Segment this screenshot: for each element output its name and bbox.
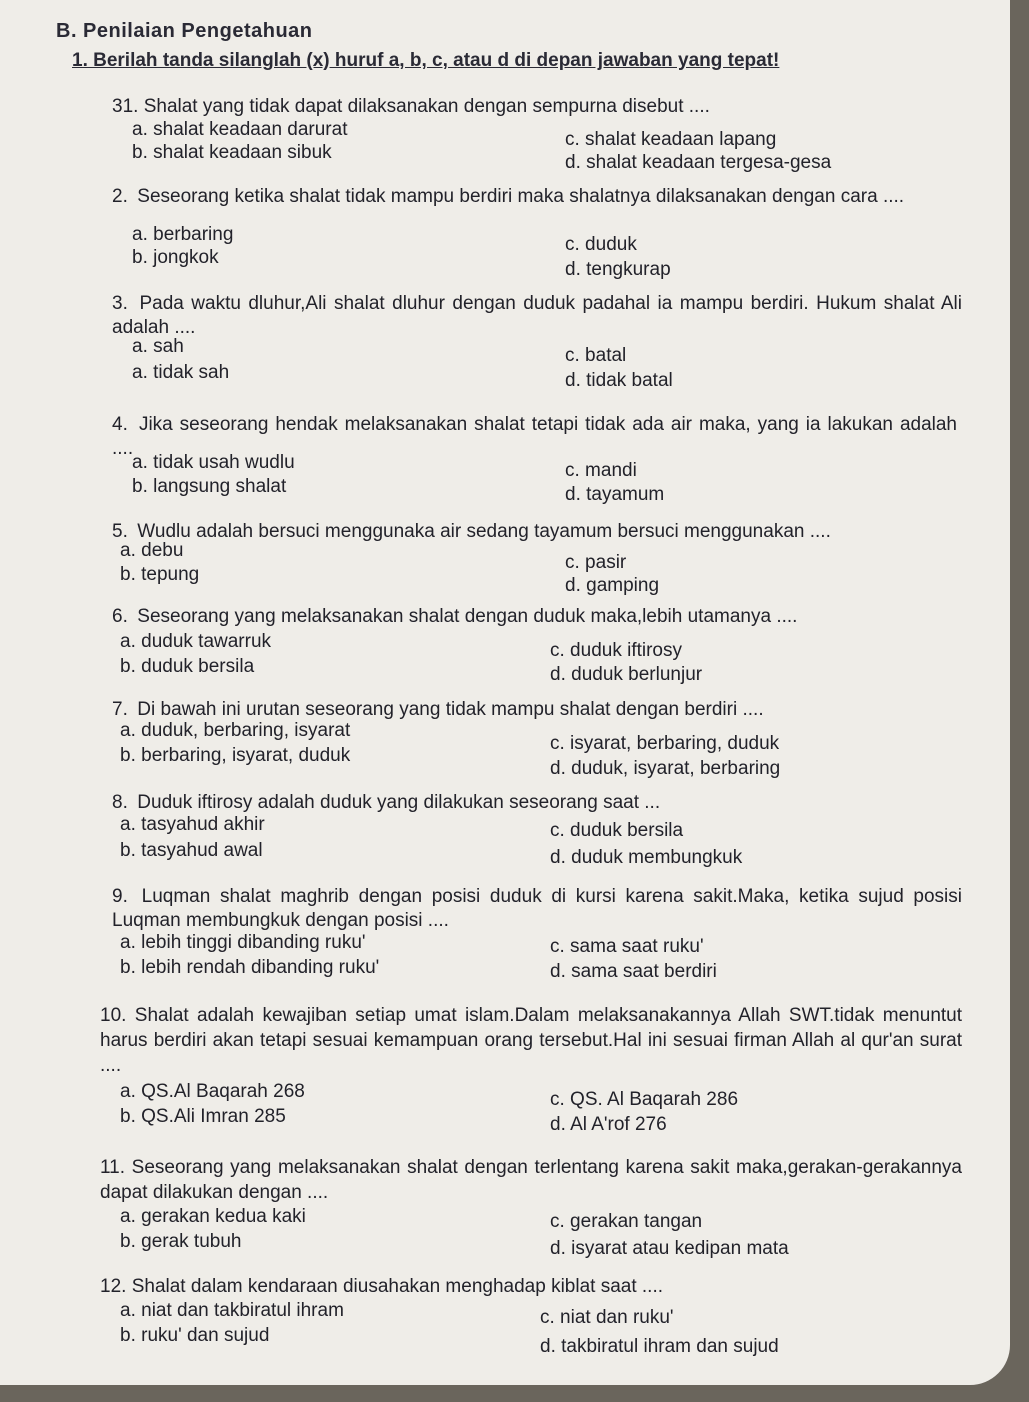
question-8-option-a[interactable]: a. tasyahud akhir [120, 814, 265, 835]
question-body: Wudlu adalah bersuci menggunaka air sedang tayamum bersuci menggunakan .... [137, 521, 831, 542]
question-1-option-b[interactable]: b. shalat keadaan sibuk [132, 142, 332, 163]
question-10-option-b[interactable]: b. QS.Ali Imran 285 [120, 1106, 286, 1127]
question-body: Seseorang ketika shalat tidak mampu berdiri maka shalatnya dilaksanakan dengan cara .... [137, 186, 905, 207]
question-3-text [112, 292, 962, 340]
question-3-option-d[interactable]: d. tidak batal [565, 370, 673, 391]
question-5-option-b[interactable]: b. tepung [120, 564, 200, 585]
question-7-text [112, 698, 972, 722]
question-11-option-c[interactable]: c. gerakan tangan [550, 1211, 703, 1232]
question-number: 6. [112, 606, 128, 627]
question-1-option-d[interactable]: d. shalat keadaan tergesa-gesa [565, 152, 832, 173]
question-body: Shalat adalah kewajiban setiap umat islam.Dalam melaksanakannya Allah SWT.tidak menuntut harus berdiri akan tetapi sesuai kemampuan orang tersebut.Hal ini sesuai firman Allah al qur'an surat .... [100, 1005, 963, 1076]
question-2-option-b[interactable]: b. jongkok [132, 247, 219, 268]
question-10-option-a[interactable]: a. QS.Al Baqarah 268 [120, 1081, 305, 1102]
question-9-option-c[interactable]: c. sama saat ruku' [550, 936, 704, 957]
question-10-option-d[interactable]: d. Al A'rof 276 [550, 1114, 667, 1135]
question-6-option-b[interactable]: b. duduk bersila [120, 656, 255, 677]
question-6-option-c[interactable]: c. duduk iftirosy [550, 640, 682, 661]
question-12-text [100, 1275, 980, 1299]
question-6-text [112, 605, 962, 629]
question-number: 7. [112, 699, 128, 720]
question-8-option-b[interactable]: b. tasyahud awal [120, 840, 263, 861]
question-7-option-c[interactable]: c. isyarat, berbaring, duduk [550, 733, 780, 754]
question-10-option-c[interactable]: c. QS. Al Baqarah 286 [550, 1089, 739, 1110]
question-9-option-d[interactable]: d. sama saat berdiri [550, 961, 717, 982]
question-9-option-b[interactable]: b. lebih rendah dibanding ruku' [120, 957, 380, 978]
question-8-option-c[interactable]: c. duduk bersila [550, 820, 684, 841]
question-body: Di bawah ini urutan seseorang yang tidak mampu shalat dengan berdiri .... [137, 699, 764, 720]
question-number: 31. [112, 96, 139, 117]
question-9-text [112, 885, 962, 933]
question-number: 8. [112, 792, 128, 813]
question-number: 3. [112, 293, 128, 314]
question-7-option-a[interactable]: a. duduk, berbaring, isyarat [120, 720, 351, 741]
question-body: Seseorang yang melaksanakan shalat dengan duduk maka,lebih utamanya .... [137, 606, 798, 627]
question-4-option-c[interactable]: c. mandi [565, 460, 637, 481]
question-2-option-d[interactable]: d. tengkurap [565, 259, 671, 280]
question-4-option-a[interactable]: a. tidak usah wudlu [132, 452, 295, 473]
question-3-option-c[interactable]: c. batal [565, 345, 627, 366]
question-number: 9. [112, 886, 128, 907]
question-number: 4. [112, 414, 128, 435]
question-number: 5. [112, 521, 128, 542]
question-11-option-d[interactable]: d. isyarat atau kedipan mata [550, 1238, 789, 1259]
question-5-option-a[interactable]: a. debu [120, 540, 184, 561]
question-7-option-b[interactable]: b. berbaring, isyarat, duduk [120, 745, 351, 766]
section-title: B. Penilaian Pengetahuan [56, 20, 313, 42]
question-9-option-a[interactable]: a. lebih tinggi dibanding ruku' [120, 932, 366, 953]
question-2-text [112, 185, 957, 209]
question-1-option-c[interactable]: c. shalat keadaan lapang [565, 129, 777, 150]
question-6-option-d[interactable]: d. duduk berlunjur [550, 664, 703, 685]
question-body: Seseorang yang melaksanakan shalat dengan terlentang karena sakit maka,gerakan-gerakannya dapat dilakukan dengan .... [100, 1157, 962, 1203]
question-body: Luqman shalat maghrib dengan posisi duduk di kursi karena sakit.Maka, ketika sujud posisi Luqman membungkuk dengan posisi .... [112, 886, 962, 931]
question-11-text [100, 1155, 962, 1205]
question-number: 2. [112, 186, 128, 207]
question-5-text [112, 520, 972, 544]
question-8-option-d[interactable]: d. duduk membungkuk [550, 847, 743, 868]
question-3-option-a[interactable]: a. sah [132, 336, 184, 357]
question-3-option-b[interactable]: a. tidak sah [132, 362, 230, 383]
question-1-text [112, 95, 932, 119]
question-body: Jika seseorang hendak melaksanakan shalat tetapi tidak ada air maka, yang ia lakukan adalah .... [112, 414, 957, 459]
instruction: 1. Berilah tanda silanglah (x) huruf a, b, c, atau d di depan jawaban yang tepat! [72, 50, 780, 71]
question-body: Pada waktu dluhur,Ali shalat dluhur dengan duduk padahal ia mampu berdiri. Hukum shalat Ali adalah .... [112, 293, 962, 338]
question-2-option-c[interactable]: c. duduk [565, 234, 637, 255]
question-12-option-c[interactable]: c. niat dan ruku' [540, 1307, 674, 1328]
question-body: Duduk iftirosy adalah duduk yang dilakukan seseorang saat ... [137, 792, 661, 813]
question-number: 10. [100, 1005, 127, 1026]
question-5-option-c[interactable]: c. pasir [565, 552, 627, 573]
question-12-option-d[interactable]: d. takbiratul ihram dan sujud [540, 1336, 779, 1357]
question-2-option-a[interactable]: a. berbaring [132, 224, 234, 245]
question-4-option-d[interactable]: d. tayamum [565, 484, 665, 505]
question-7-option-d[interactable]: d. duduk, isyarat, berbaring [550, 758, 781, 779]
question-10-text [100, 1003, 962, 1078]
question-4-option-b[interactable]: b. langsung shalat [132, 476, 287, 497]
question-body: Shalat yang tidak dapat dilaksanakan dengan sempurna disebut .... [143, 96, 710, 117]
question-11-option-a[interactable]: a. gerakan kedua kaki [120, 1206, 306, 1227]
question-number: 11. [100, 1157, 126, 1178]
question-12-option-a[interactable]: a. niat dan takbiratul ihram [120, 1300, 344, 1321]
question-6-option-a[interactable]: a. duduk tawarruk [120, 631, 272, 652]
question-12-option-b[interactable]: b. ruku' dan sujud [120, 1325, 270, 1346]
question-11-option-b[interactable]: b. gerak tubuh [120, 1231, 242, 1252]
question-8-text [112, 791, 972, 815]
question-number: 12. [100, 1276, 127, 1297]
question-5-option-d[interactable]: d. gamping [565, 575, 660, 596]
question-1-option-a[interactable]: a. shalat keadaan darurat [132, 119, 348, 140]
question-body: Shalat dalam kendaraan diusahakan menghadap kiblat saat .... [131, 1276, 664, 1297]
